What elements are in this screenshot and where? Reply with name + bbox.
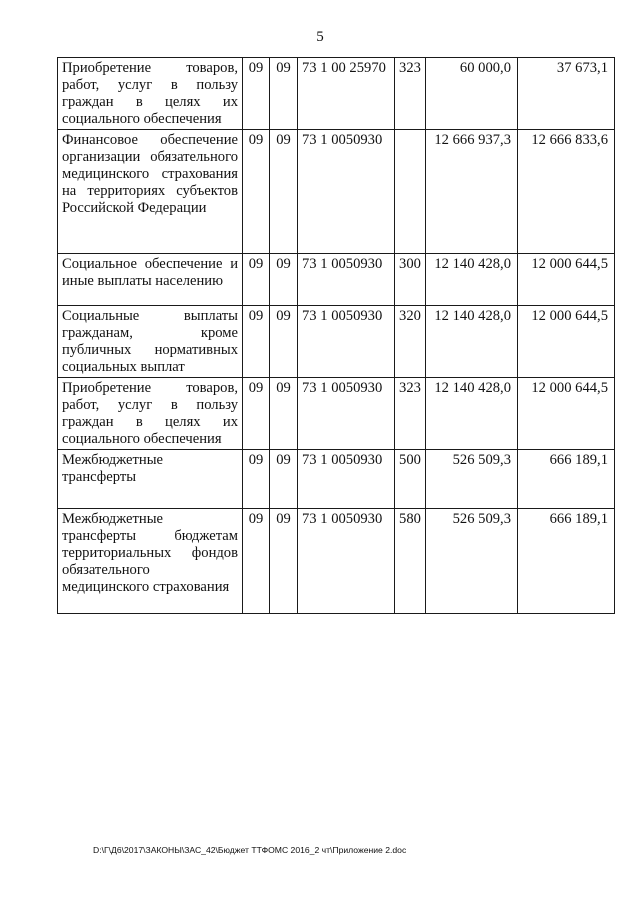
approved-amount: 12 140 428,0: [426, 254, 518, 306]
subsection-code: 09: [270, 254, 298, 306]
executed-amount: 12 000 644,5: [518, 378, 615, 450]
expense-type-code: 323: [395, 58, 426, 130]
table-row: [58, 254, 615, 306]
table-row: [58, 509, 615, 614]
section-code: 09: [243, 306, 270, 378]
file-path-footer: D:\Г\Д6\2017\ЗАКОНЫ\ЗАС_42\Бюджет ТТФОМС 2016_2 чт\Приложение 2.doc: [93, 845, 407, 855]
expense-type-code: 320: [395, 306, 426, 378]
target-article-code: 73 1 00 25970: [298, 58, 395, 130]
budget-table: [57, 57, 615, 614]
subsection-code: 09: [270, 58, 298, 130]
section-code: 09: [243, 378, 270, 450]
subsection-code: 09: [270, 130, 298, 254]
target-article-code: 73 1 0050930: [298, 254, 395, 306]
expense-type-code: 300: [395, 254, 426, 306]
target-article-code: 73 1 0050930: [298, 306, 395, 378]
approved-amount: 12 140 428,0: [426, 306, 518, 378]
section-code: 09: [243, 450, 270, 509]
executed-amount: 37 673,1: [518, 58, 615, 130]
executed-amount: 12 000 644,5: [518, 306, 615, 378]
row-name: Приобретение товаров, работ, услуг в пользу граждан в целях их социального обеспечения: [58, 378, 243, 450]
subsection-code: 09: [270, 306, 298, 378]
table-row: [58, 306, 615, 378]
target-article-code: 73 1 0050930: [298, 509, 395, 614]
target-article-code: 73 1 0050930: [298, 450, 395, 509]
row-name: Приобретение товаров, работ, услуг в пользу граждан в целях их социального обеспечения: [58, 58, 243, 130]
section-code: 09: [243, 254, 270, 306]
expense-type-code: 323: [395, 378, 426, 450]
target-article-code: 73 1 0050930: [298, 378, 395, 450]
table-row: [58, 450, 615, 509]
section-code: 09: [243, 130, 270, 254]
section-code: 09: [243, 58, 270, 130]
executed-amount: 666 189,1: [518, 509, 615, 614]
approved-amount: 12 140 428,0: [426, 378, 518, 450]
table-row: [58, 130, 615, 254]
section-code: 09: [243, 509, 270, 614]
page-number: 5: [316, 29, 324, 45]
executed-amount: 12 666 833,6: [518, 130, 615, 254]
row-name: Межбюджетные трансферты: [58, 450, 243, 509]
approved-amount: 12 666 937,3: [426, 130, 518, 254]
subsection-code: 09: [270, 450, 298, 509]
executed-amount: 666 189,1: [518, 450, 615, 509]
expense-type-code: [395, 130, 426, 254]
approved-amount: 60 000,0: [426, 58, 518, 130]
subsection-code: 09: [270, 378, 298, 450]
executed-amount: 12 000 644,5: [518, 254, 615, 306]
expense-type-code: 500: [395, 450, 426, 509]
row-name: Социальное обеспечение и иные выплаты населению: [58, 254, 243, 306]
table-row: [58, 378, 615, 450]
row-name: Межбюджетные трансферты бюджетам территориальных фондов обязательного медицинского страхования: [58, 509, 243, 614]
row-name: Финансовое обеспечение организации обязательного медицинского страхования на территориях субъектов Российской Федерации: [58, 130, 243, 254]
row-name: Социальные выплаты гражданам, кроме публичных нормативных социальных выплат: [58, 306, 243, 378]
table-row: [58, 58, 615, 130]
target-article-code: 73 1 0050930: [298, 130, 395, 254]
subsection-code: 09: [270, 509, 298, 614]
approved-amount: 526 509,3: [426, 509, 518, 614]
expense-type-code: 580: [395, 509, 426, 614]
approved-amount: 526 509,3: [426, 450, 518, 509]
